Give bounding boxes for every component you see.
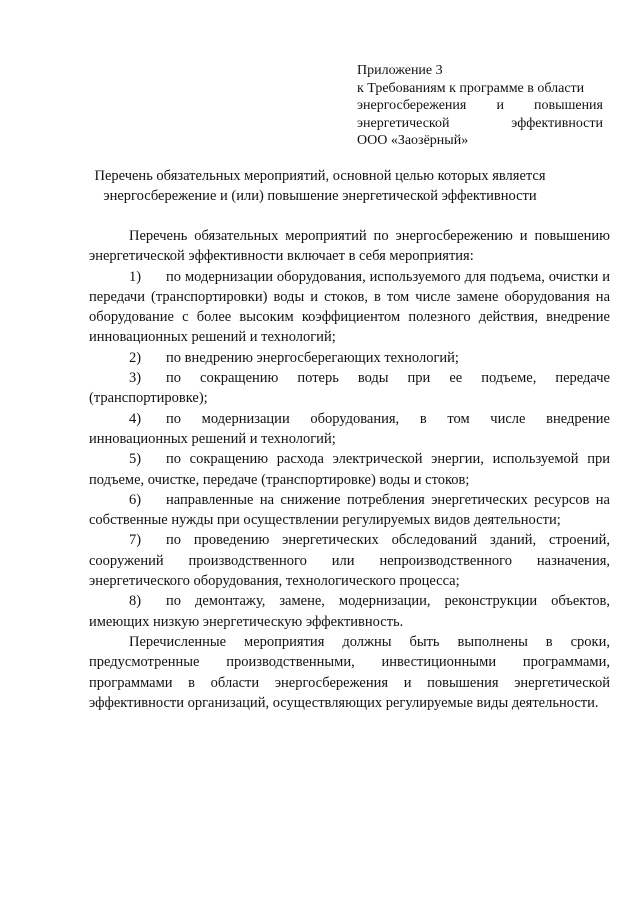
appendix-organization: ООО «Заозёрный» (357, 133, 469, 148)
list-item-text: по сокращению потерь воды при ее подъеме, передаче (транспортировке); (89, 370, 610, 407)
list-item (89, 490, 610, 531)
appendix-reference-cont-1: энергосбережения и повышения (357, 98, 603, 113)
list-item-number: 8) (129, 593, 142, 610)
list-item-number: 4) (129, 410, 142, 427)
list-item (89, 348, 610, 368)
list-item-number: 1) (129, 268, 142, 285)
list-item (89, 267, 610, 348)
list-item (89, 368, 610, 409)
list-item-text: по модернизации оборудования, в том числе внедрение инновационных решений и технологий; (89, 410, 610, 447)
list-item-text: по сокращению расхода электрической энергии, используемой при подъеме, очистке, передаче (транспортировке) воды и стоков; (89, 451, 610, 488)
list-item (89, 409, 610, 450)
appendix-reference: к Требованиям к программе в области (357, 80, 585, 96)
list-item (89, 591, 610, 632)
document-body (89, 226, 610, 713)
list-item-number: 2) (129, 349, 142, 366)
list-item-number: 6) (129, 491, 142, 508)
list-item-text: по внедрению энергосберегающих технологий; (166, 349, 459, 366)
intro-paragraph: Перечень обязательных мероприятий по энергосбережению и повышению энергетической эффективности включает в себя мероприятия: (89, 228, 610, 265)
list-item-text: по модернизации оборудования, используемого для подъема, очистки и передачи (транспортировки) воды и стоков, в том числе замене оборудования на оборудование с более высоким коэффициентом полезного действия, внедрение инновационных решений и технологий; (89, 268, 610, 346)
document-title: Перечень обязательных мероприятий, основной целью которых является энергосбережение и (или) повышение энергетической эффективности (94, 168, 546, 204)
appendix-block (357, 62, 603, 150)
appendix-reference-cont-2: энергетической эффективности (357, 115, 603, 131)
list-item-number: 5) (129, 451, 142, 468)
list-item-number: 7) (129, 532, 142, 549)
list-item (89, 530, 610, 591)
list-item-text: по демонтажу, замене, модернизации, реконструкции объектов, имеющих низкую энергетическую эффективность. (89, 593, 610, 630)
list-item (89, 449, 610, 490)
list-item-text: по проведению энергетических обследований зданий, строений, сооружений производственного или непроизводственного назначения, энергетического оборудования, технологического процесса; (89, 532, 610, 590)
list-item-text: направленные на снижение потребления энергетических ресурсов на собственные нужды при осуществлении регулируемых видов деятельности; (89, 491, 610, 529)
list-item-number: 3) (129, 370, 142, 387)
closing-paragraph: Перечисленные мероприятия должны быть выполнены в сроки, предусмотренные производственными, инвестиционными программами, программами в области энергосбережения и повышения энергетической эффективности организаций, осуществляющих регулируемые виды деятельности. (89, 633, 610, 711)
appendix-number: Приложение 3 (357, 63, 443, 78)
